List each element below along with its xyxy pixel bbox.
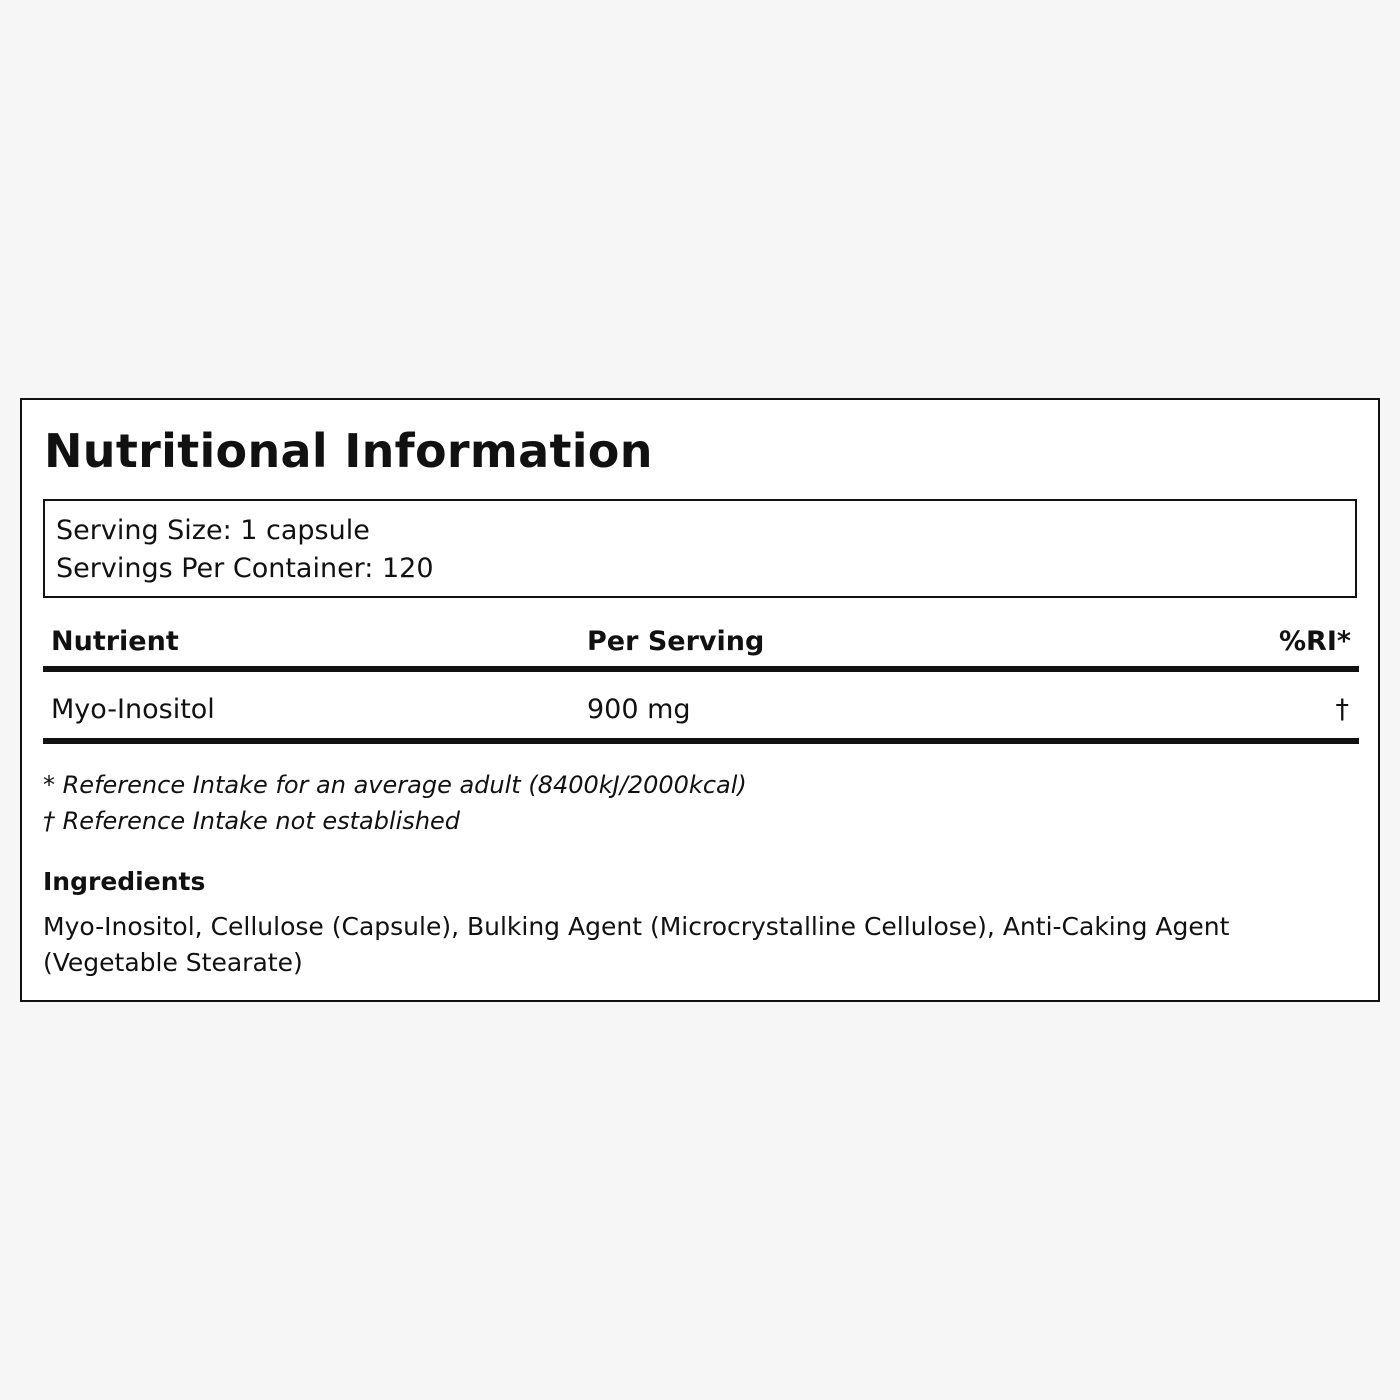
header-nutrient: Nutrient: [51, 626, 179, 657]
panel-title: Nutritional Information: [44, 424, 653, 478]
serving-size: Serving Size: 1 capsule: [56, 515, 370, 546]
table-row: [43, 692, 1359, 732]
row-per-serving: 900 mg: [587, 694, 691, 725]
row-ri: †: [1335, 694, 1349, 725]
nutrition-panel: [20, 398, 1380, 1002]
footnote-not-established: † Reference Intake not established: [43, 807, 461, 835]
ingredients-heading: Ingredients: [43, 867, 206, 896]
header-divider: [43, 666, 1359, 672]
table-bottom-divider: [43, 738, 1359, 744]
nutrition-table-header: [43, 622, 1359, 662]
servings-per-container: Servings Per Container: 120: [56, 553, 434, 584]
header-ri: %RI*: [1278, 626, 1351, 657]
header-per-serving: Per Serving: [587, 626, 765, 657]
row-nutrient: Myo-Inositol: [51, 694, 215, 725]
ingredients-text: Myo-Inositol, Cellulose (Capsule), Bulking Agent (Microcrystalline Cellulose), Anti-Caking Agent (Vegetable Stearate): [43, 912, 1230, 977]
footnote-reference-intake: * Reference Intake for an average adult (8400kJ/2000kcal): [43, 771, 747, 799]
serving-info-box: [43, 499, 1357, 598]
